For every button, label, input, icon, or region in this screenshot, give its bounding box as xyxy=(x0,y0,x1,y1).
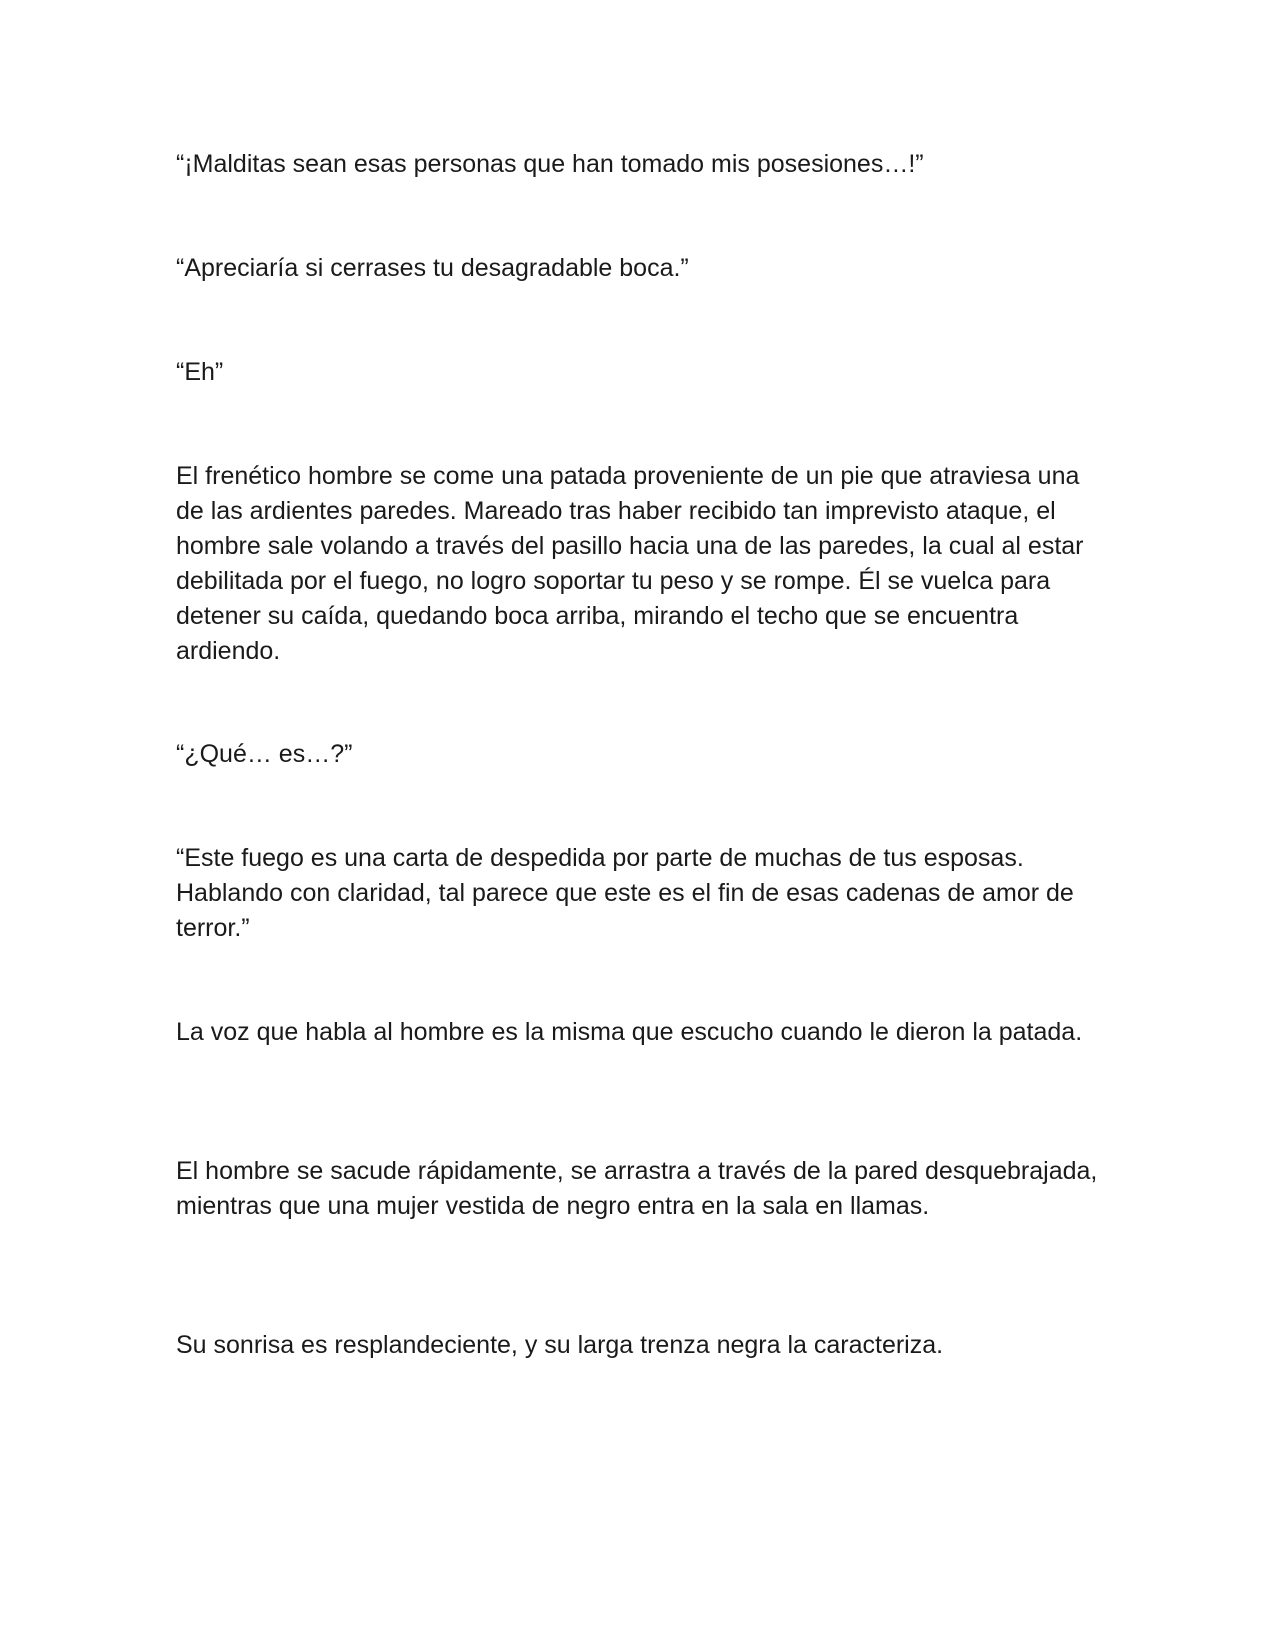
narrative-paragraph: La voz que habla al hombre es la misma que escucho cuando le dieron la patada. xyxy=(176,1018,1083,1046)
narrative-paragraph: El frenético hombre se come una patada proveniente de un pie que atraviesa una de las ardientes paredes. Mareado tras haber recibido tan imprevisto ataque, el hombre sale volando a través del pasillo hacia una de las paredes, la cual al estar debilitada por el fuego, no logro soportar tu peso y se rompe. Él se vuelca para detener su caída, quedando boca arriba, mirando el techo que se encuentra ardiendo. xyxy=(176,462,1084,665)
dialogue-paragraph: “Apreciaría si cerrases tu desagradable boca.” xyxy=(176,254,689,282)
dialogue-paragraph: “Este fuego es una carta de despedida por parte de muchas de tus esposas. Hablando con claridad, tal parece que este es el fin de esas cadenas de amor de terror.” xyxy=(176,844,1074,942)
narrative-paragraph: Su sonrisa es resplandeciente, y su larga trenza negra la caracteriza. xyxy=(176,1331,944,1359)
dialogue-paragraph: “Eh” xyxy=(176,358,224,386)
dialogue-paragraph: “¡Malditas sean esas personas que han tomado mis posesiones…!” xyxy=(176,150,924,178)
dialogue-paragraph: “¿Qué… es…?” xyxy=(176,740,353,768)
narrative-paragraph: El hombre se sacude rápidamente, se arrastra a través de la pared desquebrajada, mientras que una mujer vestida de negro entra en la sala en llamas. xyxy=(176,1157,1098,1220)
